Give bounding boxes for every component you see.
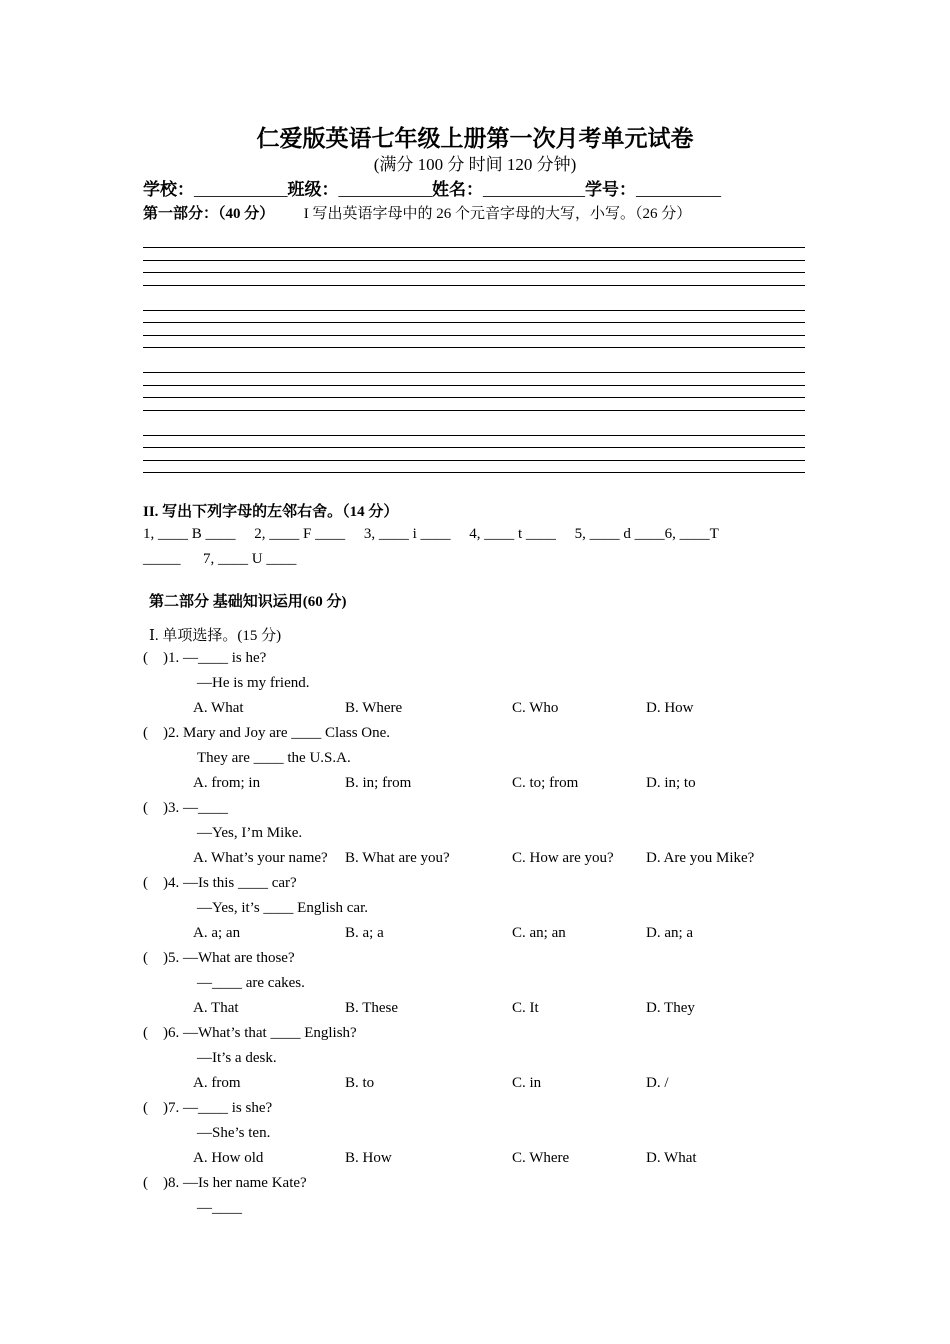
writing-line	[143, 460, 805, 461]
part2-heading: 第二部分 基础知识运用(60 分)	[149, 594, 347, 610]
answer-option: A. That	[193, 1000, 239, 1016]
answer-option: B. What are you?	[345, 850, 450, 866]
writing-line	[143, 372, 805, 373]
writing-line	[143, 410, 805, 411]
question-stem: ( )8. —Is her name Kate?	[143, 1175, 307, 1191]
writing-line	[143, 247, 805, 248]
question-stem: ( )7. —____ is she?	[143, 1100, 273, 1116]
question-reply: —Yes, it’s ____ English car.	[197, 900, 368, 916]
writing-line	[143, 310, 805, 311]
question-reply: —He is my friend.	[197, 675, 310, 691]
question-stem: ( )6. —What’s that ____ English?	[143, 1025, 357, 1041]
class-label: 班级：	[287, 180, 339, 199]
writing-line	[143, 285, 805, 286]
question-reply: —____	[197, 1200, 242, 1216]
answer-option: C. It	[512, 1000, 539, 1016]
answer-option: C. in	[512, 1075, 542, 1091]
answer-option: B. a; a	[345, 925, 384, 941]
answer-option: C. to; from	[512, 775, 579, 791]
question-stem: ( )2. Mary and Joy are ____ Class One.	[143, 725, 391, 741]
exam-title: 仁爱版英语七年级上册第一次月考单元试卷	[256, 126, 694, 151]
writing-line	[143, 472, 805, 473]
writing-line	[143, 272, 805, 273]
answer-option: A. What’s your name?	[193, 850, 328, 866]
writing-line	[143, 397, 805, 398]
answer-option: D. in; to	[646, 775, 696, 791]
question-reply: —It’s a desk.	[197, 1050, 277, 1066]
answer-option: A. a; an	[193, 925, 241, 941]
answer-option: D. an; a	[646, 925, 694, 941]
question-reply: —Yes, I’m Mike.	[197, 825, 303, 841]
question-reply: —She’s ten.	[197, 1125, 271, 1141]
answer-option: A. from; in	[193, 775, 261, 791]
question-reply: They are ____ the U.S.A.	[197, 750, 351, 766]
answer-option: D. How	[646, 700, 694, 716]
writing-line	[143, 260, 805, 261]
writing-line	[143, 447, 805, 448]
question-stem: ( )1. —____ is he?	[143, 650, 267, 666]
writing-line	[143, 385, 805, 386]
question-stem: ( )3. —____	[143, 800, 228, 816]
answer-option: D. Are you Mike?	[646, 850, 755, 866]
part2-subheading: Ⅰ. 单项选择。(15 分)	[149, 628, 282, 644]
writing-line	[143, 435, 805, 436]
answer-option: B. Where	[345, 700, 403, 716]
part1-instruction: I 写出英语字母中的 26 个元音字母的大写，小写。（26 分）	[303, 206, 692, 222]
school-label: 学校：	[143, 180, 194, 199]
name-blank: ____________	[483, 180, 585, 199]
answer-option: B. How	[345, 1150, 392, 1166]
section2-heading: II. 写出下列字母的左邻右舍。（14 分）	[143, 504, 399, 520]
part1-heading-line	[143, 202, 691, 223]
answer-option: C. How are you?	[512, 850, 614, 866]
name-label: 姓名：	[432, 180, 483, 199]
answer-option: C. Who	[512, 700, 559, 716]
section2-line1: 1, ____ B ____ 2, ____ F ____ 3, ____ i ____ 4, ____ t ____ 5, ____ d ____6, ____T	[143, 526, 719, 542]
answer-option: A. from	[193, 1075, 241, 1091]
answer-option: B. to	[345, 1075, 375, 1091]
answer-option: D. /	[646, 1075, 669, 1091]
answer-option: C. an; an	[512, 925, 566, 941]
class-blank: ___________	[338, 180, 432, 199]
student-info-fields	[143, 175, 721, 200]
answer-option: A. How old	[193, 1150, 264, 1166]
section2-line2: _____ 7, ____ U ____	[143, 551, 297, 567]
question-reply: —____ are cakes.	[197, 975, 305, 991]
answer-option: B. in; from	[345, 775, 412, 791]
answer-option: A. What	[193, 700, 244, 716]
writing-line	[143, 335, 805, 336]
writing-line	[143, 347, 805, 348]
answer-option: C. Where	[512, 1150, 570, 1166]
part1-heading: 第一部分：（40 分）	[143, 206, 275, 222]
answer-option: D. What	[646, 1150, 697, 1166]
exam-subtitle: (满分 100 分 时间 120 分钟)	[373, 155, 577, 174]
answer-option: D. They	[646, 1000, 695, 1016]
school-blank: ___________	[194, 180, 288, 199]
student-id-label: 学号：	[585, 180, 636, 199]
answer-option: B. These	[345, 1000, 399, 1016]
writing-line	[143, 322, 805, 323]
student-id-blank: __________	[636, 180, 721, 199]
question-stem: ( )5. —What are those?	[143, 950, 295, 966]
question-stem: ( )4. —Is this ____ car?	[143, 875, 297, 891]
